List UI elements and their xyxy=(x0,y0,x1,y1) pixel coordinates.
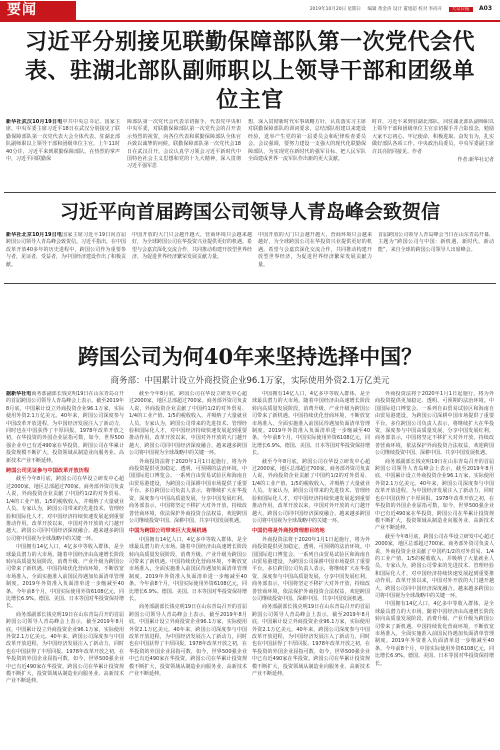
story3-col4: 外商投资法将于2020年1月1日起施行，将为外商投资提供更加稳定、透明、可预期的法治环境。中国国际进口博览会、一系列自由贸易试验区和海南自由贸易港建设，为跨国公司深耕中国市场提供了重要平台。多位跨国公司负责人表示，将继续扩大在华投资，深度参与中国高质量发展，分享中国发展红利。商务部表示，中国将坚定不移扩大对外开放，持续改善营商环境，依法保护外商投资合法权益，欢迎跨国公司继续投资中国、深耕中国、共享中国发展机遇。 商务部副部长钱克明19日在山东青岛召开的首届跨国公司领导人青岛峰会上表示，截至2019年8月底，中国累计设立外商投资企业96.1万家，实际使用外资2.1万亿美元。40年来，跨国公司深度参与中国改革开放进程，为中国经济发展注入了新动力，同时也在中国获得了丰厚回报。1978年改革开放之初，在华投资的外国企业屈指可数，如今，世界500强企业中已有近490家在华投资。跨国公司在华累计投资规模不断扩大，投资领域从制造业向服务业、高新技术产业不断延伸。 截至今年8月底，跨国公司在华设立研发中心超过2000家，地区总部超过700家。商务部外资司负责人说，外商投资企业贡献了中国约1/2的对外贸易、1/4的工业产值、1/5的税收收入，并吸纳了大量就业人员。专家认为，跨国公司带来的先进技术、管理经验和国际化人才，对中国经济持续快速发展起到重要推动作用。改革开放以来，中国对外开放的大门越开越大，跨国公司同中国经济深度融合。越来越多跨国公司将中国视为全球战略中的关键一环。 中国拥有14亿人口，4亿多中等收入群体，是全球最具潜力的大市场。随着中国经济由高速增长阶段转向高质量发展阶段，消费升级、产业升级为跨国公司带来了新机遇。中国持续优化营商环境，不断放宽市场准入，全面实施准入前国民待遇加负面清单管理制度。2019年外资准入负面清单进一步缩减至40条。今年前8个月，中国实际使用外资6108亿元，同比增长6.9%。德国、美国、日本等国对华投资保持增长。 xyxy=(375,391,494,667)
page-header xyxy=(0,0,500,20)
issue-date: 2019年10月20日 星期日 xyxy=(309,7,362,12)
story2-col2: 中国开放的大门只会越开越大，营商环境只会越来越好，为全球跨国公司在华投资兴业提供更好的机遇。希望与会嘉宾深化交流合作，共同推动构建开放型世界经济，为促进世界经济繁荣发展贡献力量。 xyxy=(132,232,252,261)
story1-col4: 时许，习近平来到驻湖北部队，同驻湖北部队副师职以上领导干部和团级单位主官亲切握手并合影留念，勉励大家不忘初心、牢记使命，积极进取、奋发有为，扎实做好部队各项工作。中央政治局委员、中央军委副主席许其亮陪同接见。作者 作者:新华社记者 xyxy=(372,119,494,164)
story1-dateline: 新华社武汉10月19日电 xyxy=(6,119,63,125)
story1-author: 作者:新华社记者 xyxy=(457,157,494,164)
story3-section-heading-3: 中国仍将是外商投资理想目的地 xyxy=(252,528,325,535)
story2-headline: 习近平向首届跨国公司领导人青岛峰会致贺信 xyxy=(59,201,440,223)
edition-badge: 大众日报 xyxy=(449,7,473,12)
page-number: A03 xyxy=(479,5,492,12)
header-rule xyxy=(0,20,500,22)
story2-dateline: 新华社北京10月19日电 xyxy=(6,232,63,238)
story3-section-heading-1: 跨国公司见证参与中国改革开放历程 xyxy=(6,468,90,475)
divider-1 xyxy=(4,192,496,193)
story3-headline: 跨国公司为何40年来坚持选择中国？ xyxy=(77,344,423,369)
story3-subhead: 商务部：中国累计设立外商投资企业96.1万家，实际使用外资2.1万亿美元 xyxy=(110,376,390,386)
story2-col3: 中国开放的大门只会越开越大，营商环境只会越来越好，为全球跨国公司在华投资兴业提供更好的机遇。希望与会嘉宾深化交流合作，共同推动构建开放型世界经济，为促进世界经济繁荣发展贡献力量。 xyxy=(258,232,372,268)
story3-dateline: 据新华社电 xyxy=(6,391,32,397)
story3-col3: 中国拥有14亿人口，4亿多中等收入群体，是全球最具潜力的大市场。随着中国经济由高速增长阶段转向高质量发展阶段，消费升级、产业升级为跨国公司带来了新机遇。中国持续优化营商环境，不断放宽市场准入，全面实施准入前国民待遇加负面清单管理制度。2019年外资准入负面清单进一步缩减至40条。今年前8个月，中国实际使用外资6108亿元，同比增长6.9%。德国、美国、日本等国对华投资保持增长。 截至今年8月底，跨国公司在华设立研发中心超过2000家，地区总部超过700家。商务部外资司负责人说，外商投资企业贡献了中国约1/2的对外贸易、1/4的工业产值、1/5的税收收入，并吸纳了大量就业人员。专家认为，跨国公司带来的先进技术、管理经验和国际化人才，对中国经济持续快速发展起到重要推动作用。改革开放以来，中国对外开放的大门越开越大，跨国公司同中国经济深度融合。越来越多跨国公司将中国视为全球战略中的关键一环。 中国仍将是外商投资理想目的地 外商投资法将于2020年1月1日起施行，将为外商投资提供更加稳定、透明、可预期的法治环境。中国国际进口博览会、一系列自由贸易试验区和海南自由贸易港建设，为跨国公司深耕中国市场提供了重要平台。多位跨国公司负责人表示，将继续扩大在华投资，深度参与中国高质量发展，分享中国发展红利。商务部表示，中国将坚定不移扩大对外开放，持续改善营商环境，依法保护外商投资合法权益，欢迎跨国公司继续投资中国、深耕中国、共享中国发展机遇。 商务部副部长钱克明19日在山东青岛召开的首届跨国公司领导人青岛峰会上表示，截至2019年8月底，中国累计设立外商投资企业96.1万家，实际使用外资2.1万亿美元。40年来，跨国公司深度参与中国改革开放进程，为中国经济发展注入了新动力，同时也在中国获得了丰厚回报。1978年改革开放之初，在华投资的外国企业屈指可数，如今，世界500强企业中已有近490家在华投资。跨国公司在华累计投资规模不断扩大，投资领域从制造业向服务业、高新技术产业不断延伸。 xyxy=(252,391,370,678)
story2-col1: 新华社北京10月19日电国家主席习近平19日向首届跨国公司领导人青岛峰会致贺信。习近平指出，在中国改革开放40多年的历史进程中，跨国公司作为重要参与者，见证者，受益者，为中国经济建设作出了积极贡献。 xyxy=(6,232,126,268)
story3-col2: 截至今年8月底，跨国公司在华设立研发中心超过2000家，地区总部超过700家。商务部外资司负责人说，外商投资企业贡献了中国约1/2的对外贸易、1/4的工业产值、1/5的税收收入，并吸纳了大量就业人员。专家认为，跨国公司带来的先进技术、管理经验和国际化人才，对中国经济持续快速发展起到重要推动作用。改革开放以来，中国对外开放的大门越开越大，跨国公司同中国经济深度融合。越来越多跨国公司将中国视为全球战略中的关键一环。 外商投资法将于2020年1月1日起施行，将为外商投资提供更加稳定、透明、可预期的法治环境。中国国际进口博览会、一系列自由贸易试验区和海南自由贸易港建设，为跨国公司深耕中国市场提供了重要平台。多位跨国公司负责人表示，将继续扩大在华投资，深度参与中国高质量发展，分享中国发展红利。商务部表示，中国将坚定不移扩大对外开放，持续改善营商环境，依法保护外商投资合法权益，欢迎跨国公司继续投资中国、深耕中国、共享中国发展机遇。 中国为跨国公司带来巨大发展机遇 中国拥有14亿人口，4亿多中等收入群体，是全球最具潜力的大市场。随着中国经济由高速增长阶段转向高质量发展阶段，消费升级、产业升级为跨国公司带来了新机遇。中国持续优化营商环境，不断放宽市场准入，全面实施准入前国民待遇加负面清单管理制度。2019年外资准入负面清单进一步缩减至40条。今年前8个月，中国实际使用外资6108亿元，同比增长6.9%。德国、美国、日本等国对华投资保持增长。 商务部副部长钱克明19日在山东青岛召开的首届跨国公司领导人青岛峰会上表示，截至2019年8月底，中国累计设立外商投资企业96.1万家，实际使用外资2.1万亿美元。40年来，跨国公司深度参与中国改革开放进程，为中国经济发展注入了新动力，同时也在中国获得了丰厚回报。1978年改革开放之初，在华投资的外国企业屈指可数，如今，世界500强企业中已有近490家在华投资。跨国公司在华累计投资规模不断扩大，投资领域从制造业向服务业、高新技术产业不断延伸。 xyxy=(129,391,247,678)
story1-col2: 障部队第一次党代会代表亲切握手，代表党中央和中央军委，对联勤保障部队第一次党代会的召开表示热烈的祝贺，向各位代表和联勤保障部队全体官兵致以诚挚的问候。联勤保障部队第一次党代会18日在武汉召开。会议认真学习领会习近平新时代中国特色社会主义思想和党的十九大精神，深入贯彻习近平强军思 xyxy=(127,119,241,170)
story1-headline: 习近平分别接见联勤保障部队第一次党代会代表、驻湖北部队副师职以上领导干部和团级单位主官 xyxy=(24,29,475,113)
story1-col1: 新华社武汉10月19日电中共中央总书记、国家主席、中央军委主席习近平18日在武汉分别接见了联勤保障部队第一次党代表大会全体代表、驻湖北部队副师职以上领导干部和团级单位主官。上午11时40分许，习近平来到联勤保障部队。在热烈的掌声中，习近平同联勤保 xyxy=(6,119,120,163)
section-tag: 要闻 xyxy=(0,1,76,20)
story2-col4: 首届跨国公司领导人青岛峰会当日在山东青岛开幕，主题为“跨国公司与中国：新机遇、新时代、新动能”，来自全球的跨国公司领导人出席峰会。 xyxy=(378,232,494,253)
story3-col1: 据新华社电商务部副部长钱克明19日在山东青岛召开的首届跨国公司领导人青岛峰会上表示，截至2019年8月底，中国累计设立外商投资企业96.1万家，实际使用外资2.1万亿美元。40年来，跨国公司深度参与中国改革开放进程，为中国经济发展注入了新动力，同时也在中国获得了丰厚回报。1978年改革开放之初，在华投资的外国企业屈指可数，如今，世界500强企业中已有近490家在华投资。跨国公司在华累计投资规模不断扩大，投资领域从制造业向服务业、高新技术产业不断延伸。 跨国公司见证参与中国改革开放历程 截至今年8月底，跨国公司在华设立研发中心超过2000家，地区总部超过700家。商务部外资司负责人说，外商投资企业贡献了中国约1/2的对外贸易、1/4的工业产值、1/5的税收收入，并吸纳了大量就业人员。专家认为，跨国公司带来的先进技术、管理经验和国际化人才，对中国经济持续快速发展起到重要推动作用。改革开放以来，中国对外开放的大门越开越大，跨国公司同中国经济深度融合。越来越多跨国公司将中国视为全球战略中的关键一环。 中国拥有14亿人口，4亿多中等收入群体，是全球最具潜力的大市场。随着中国经济由高速增长阶段转向高质量发展阶段，消费升级、产业升级为跨国公司带来了新机遇。中国持续优化营商环境，不断放宽市场准入，全面实施准入前国民待遇加负面清单管理制度。2019年外资准入负面清单进一步缩减至40条。今年前8个月，中国实际使用外资6108亿元，同比增长6.9%。德国、美国、日本等国对华投资保持增长。 商务部副部长钱克明19日在山东青岛召开的首届跨国公司领导人青岛峰会上表示，截至2019年8月底，中国累计设立外商投资企业96.1万家，实际使用外资2.1万亿美元。40年来，跨国公司深度参与中国改革开放进程，为中国经济发展注入了新动力，同时也在中国获得了丰厚回报。1978年改革开放之初，在华投资的外国企业屈指可数，如今，世界500强企业中已有近490家在华投资。跨国公司在华累计投资规模不断扩大，投资领域从制造业向服务业、高新技术产业不断延伸。 xyxy=(6,391,124,685)
story3-section-heading-2: 中国为跨国公司带来巨大发展机遇 xyxy=(129,528,207,535)
editor-info: 编辑 黄金涛 设计 董旭超 校对 李尚开 xyxy=(367,7,443,12)
story1-col3: 想，深入贯彻新时代军事战略方针，认真落实习主席对联勤保障部队的训词要求，总结部队组建以来建设经验，选举产生党的第一届委员会和纪律检查委员会。会议强调，要努力建设一支强大的现代化联勤保障部队，为实现党在新时代的强军目标、把人民军队全面建成世界一流军队作出新的更大贡献。 xyxy=(248,119,366,163)
divider-2 xyxy=(4,283,496,284)
header-info xyxy=(305,5,492,12)
